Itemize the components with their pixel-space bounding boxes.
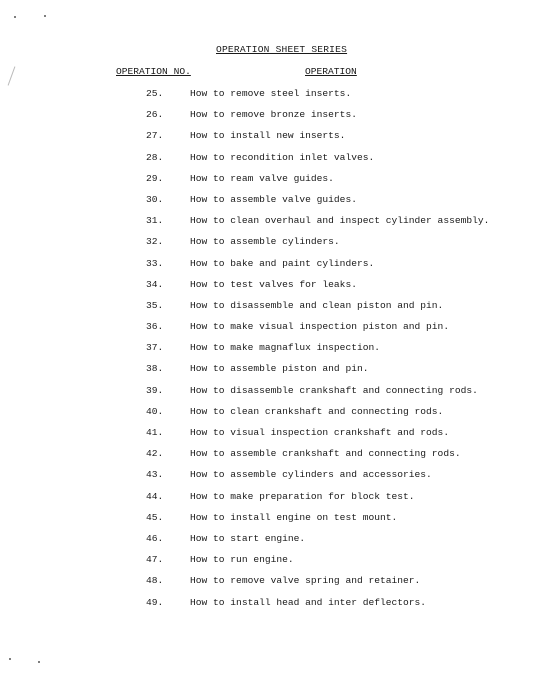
operation-number: 29. [146,172,164,184]
operation-description: How to bake and paint cylinders. [190,257,375,269]
list-item [0,130,540,151]
list-item [0,279,540,300]
list-item [0,109,540,130]
operation-description: How to assemble cylinders and accessories. [190,469,432,481]
operation-number: 27. [146,130,164,142]
list-item [0,533,540,554]
operation-number: 34. [146,278,164,290]
operation-number: 31. [146,215,164,227]
column-header-number: OPERATION NO. [116,66,191,77]
operation-description: How to install engine on test mount. [190,511,398,523]
scan-mark [8,66,16,85]
list-item [0,385,540,406]
list-item [0,448,540,469]
operation-number: 48. [146,575,164,587]
operation-number: 25. [146,88,164,99]
operation-description: How to assemble crankshaft and connecting rods. [190,448,461,460]
operation-number: 42. [146,448,164,460]
list-item [0,342,540,363]
operation-number: 35. [146,299,164,311]
list-item [0,427,540,448]
operation-description: How to clean overhaul and inspect cylinder assembly. [190,215,490,227]
operation-number: 39. [146,384,164,396]
operation-number: 47. [146,554,164,566]
scan-speck [9,658,11,660]
scan-speck [38,661,40,663]
operation-number: 32. [146,236,164,248]
scan-speck [14,16,16,18]
list-item [0,554,540,575]
operation-description: How to install new inserts. [190,130,346,142]
page-title: OPERATION SHEET SERIES [216,44,348,55]
operation-number: 33. [146,257,164,269]
list-item [0,300,540,321]
operation-number: 40. [146,405,164,417]
operation-description: How to make preparation for block test. [190,490,415,502]
list-item [0,215,540,236]
operation-number: 45. [146,511,164,523]
list-item [0,152,540,173]
operation-number: 46. [146,532,164,544]
operation-description: How to recondition inlet valves. [190,151,375,163]
operation-description: How to disassemble crankshaft and connecting rods. [190,384,478,396]
list-item [0,469,540,490]
operation-description: How to make visual inspection piston and pin. [190,321,450,333]
operation-description: How to test valves for leaks. [190,278,357,290]
operation-description: How to disassemble and clean piston and pin. [190,299,444,311]
list-item [0,363,540,384]
operation-number: 37. [146,342,164,354]
list-item [0,575,540,596]
operation-number: 38. [146,363,164,375]
scan-speck [44,15,46,17]
operation-number: 36. [146,321,164,333]
operation-description: How to remove bronze inserts. [190,109,357,121]
list-item [0,321,540,342]
operation-number: 44. [146,490,164,502]
list-item [0,194,540,215]
operation-description: How to make magnaflux inspection. [190,342,380,354]
operation-description: How to start engine. [190,532,306,544]
operation-description: How to assemble piston and pin. [190,363,369,375]
operation-list [0,88,540,618]
list-item [0,236,540,257]
operation-number: 28. [146,151,164,163]
operation-number: 43. [146,469,164,481]
list-item [0,258,540,279]
operation-description: How to remove steel inserts. [190,88,352,99]
operation-number: 41. [146,427,164,438]
operation-number: 26. [146,109,164,121]
list-item [0,173,540,194]
operation-description: How to clean crankshaft and connecting rods. [190,405,444,417]
operation-description: How to assemble cylinders. [190,236,340,248]
operation-description: How to assemble valve guides. [190,193,357,205]
operation-description: How to ream valve guides. [190,172,334,184]
operation-description: How to run engine. [190,554,294,566]
list-item [0,491,540,512]
list-item [0,597,540,618]
list-item [0,512,540,533]
operation-description: How to remove valve spring and retainer. [190,575,421,587]
list-item [0,88,540,109]
operation-description: How to install head and inter deflectors. [190,596,427,608]
column-header-operation: OPERATION [305,66,357,77]
operation-number: 30. [146,193,164,205]
operation-number: 49. [146,596,164,608]
operation-description: How to visual inspection crankshaft and rods. [190,427,450,438]
list-item [0,406,540,427]
